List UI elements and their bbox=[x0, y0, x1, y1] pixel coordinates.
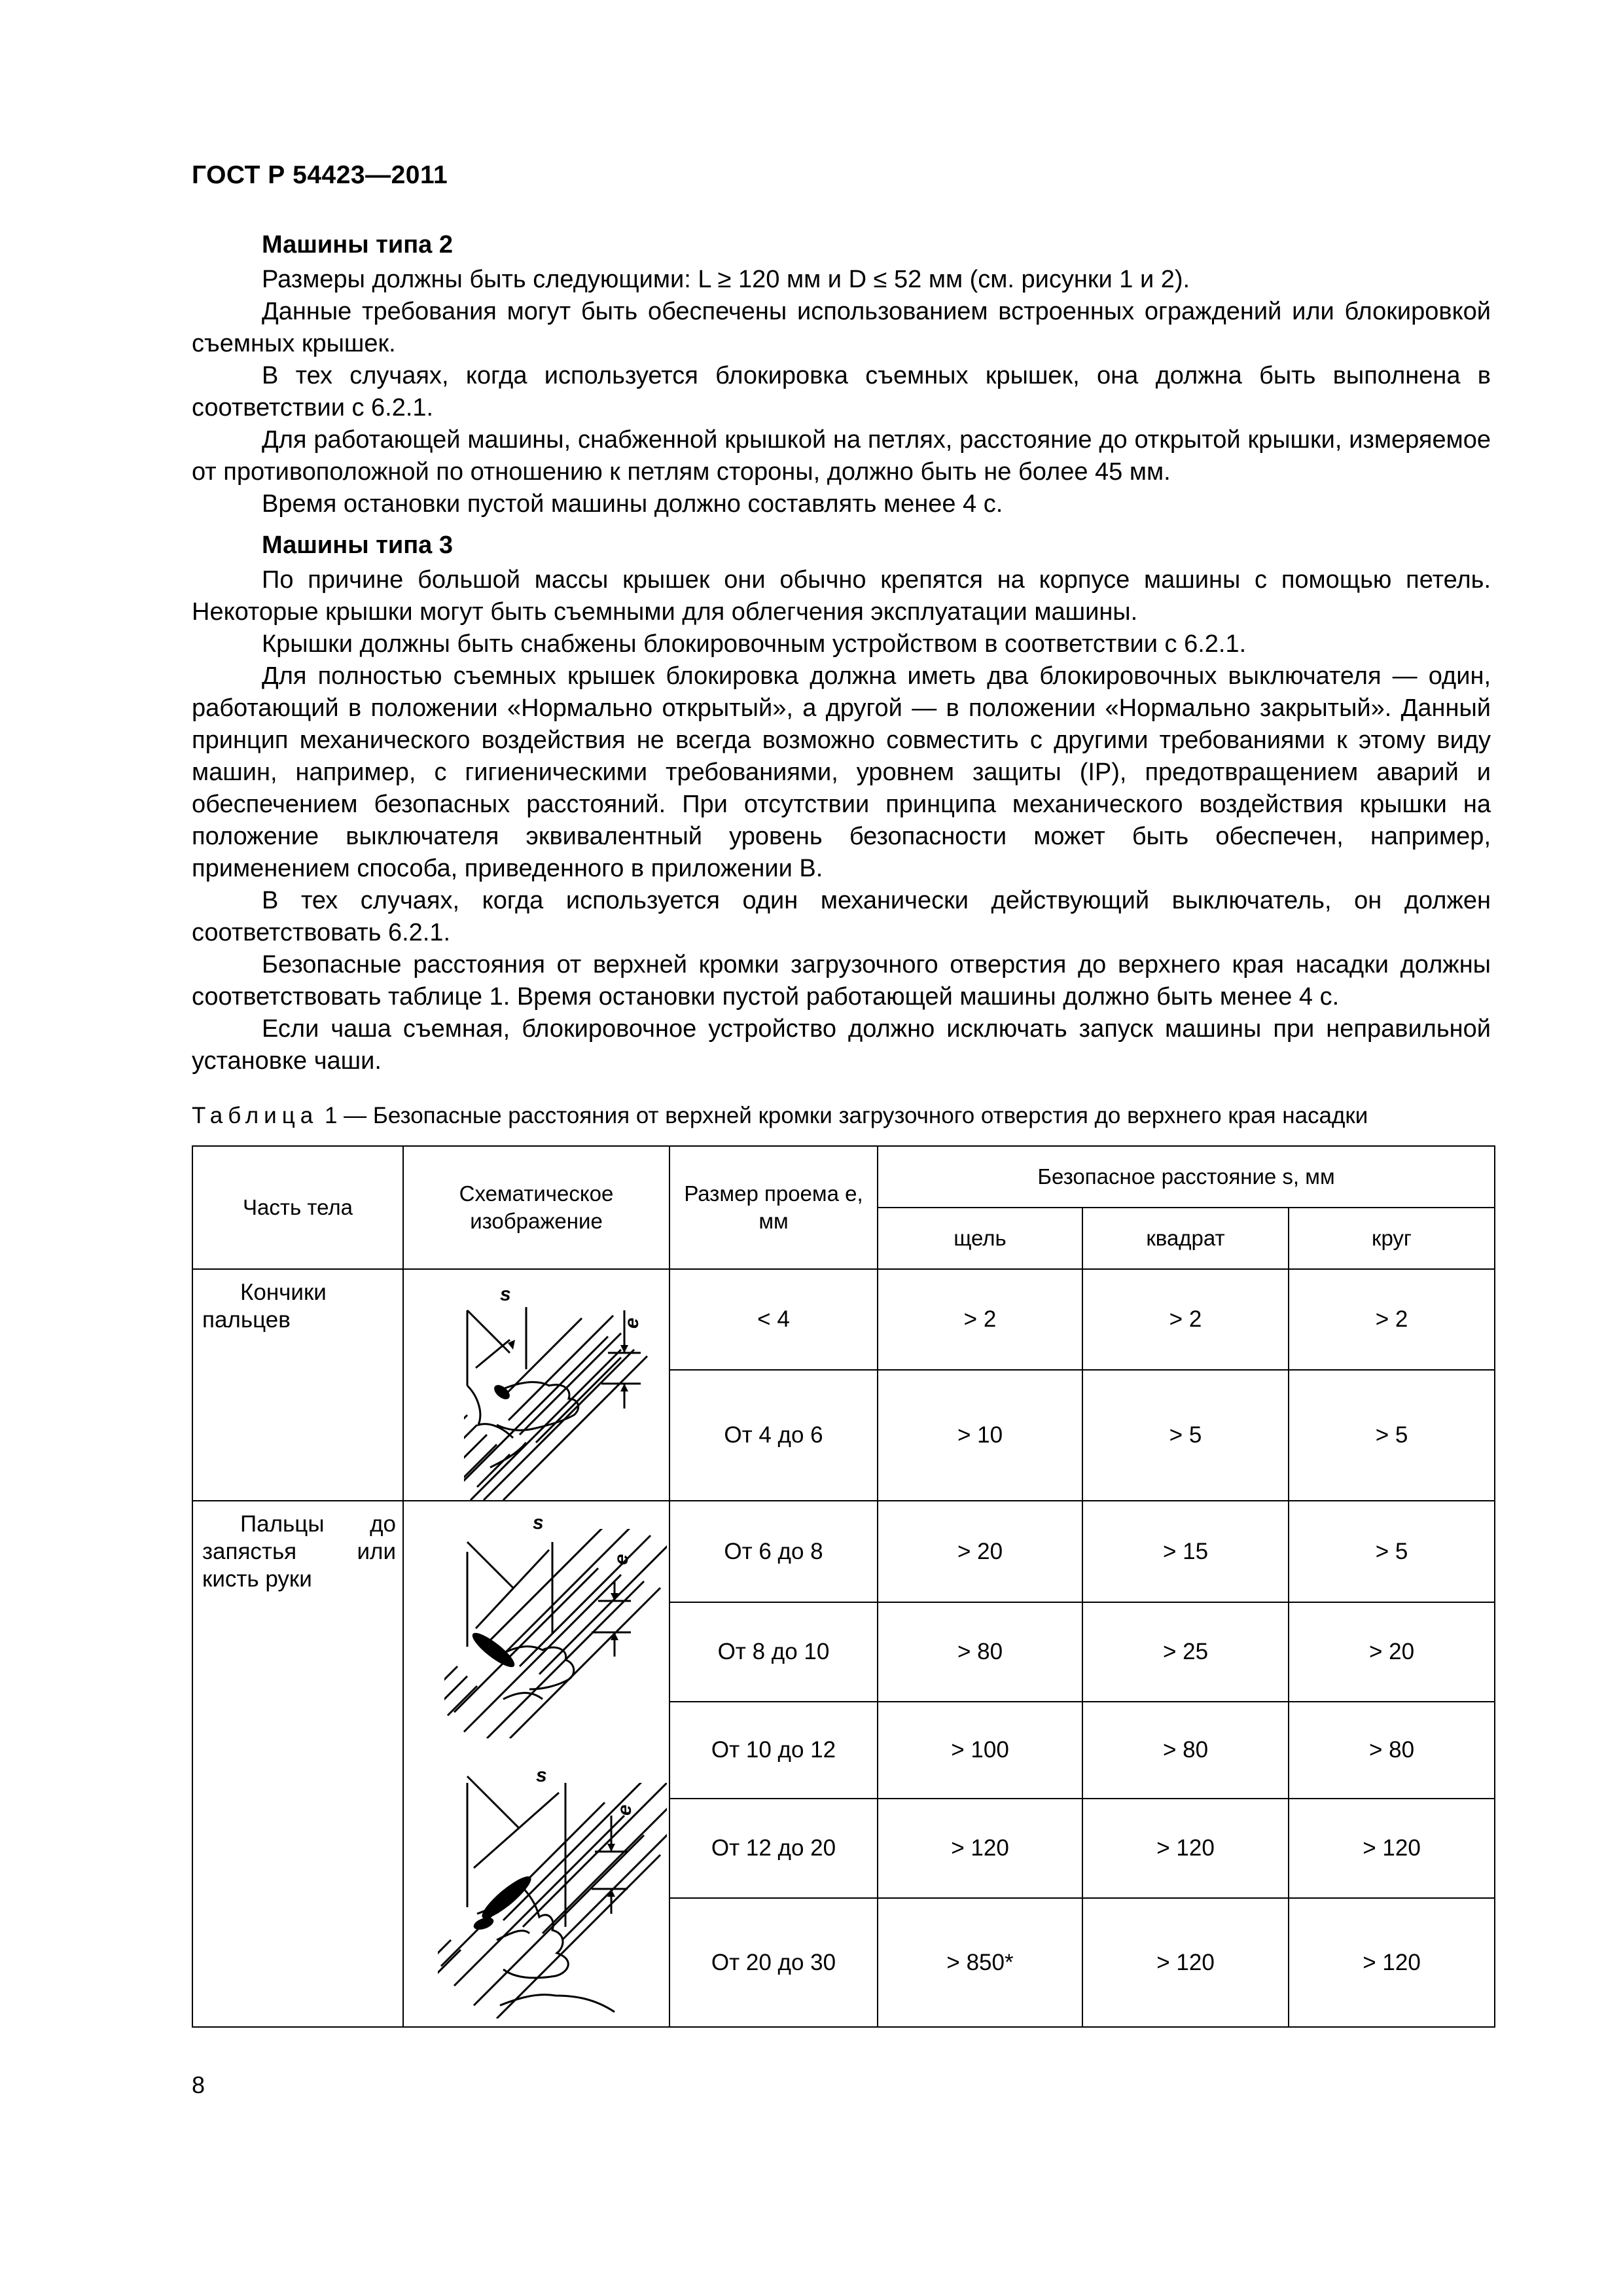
paragraph: В тех случаях, когда используется блокировка съемных крышек, она должна быть выполнена в соответствии с 6.2.1. bbox=[192, 362, 1491, 422]
circle-distance: > 80 bbox=[1289, 1702, 1495, 1799]
slot-distance: > 80 bbox=[878, 1602, 1082, 1702]
opening-size: От 8 до 10 bbox=[669, 1602, 878, 1702]
table-row bbox=[192, 1269, 1495, 1370]
table-caption-number: 1 bbox=[324, 1103, 338, 1128]
square-distance: > 80 bbox=[1082, 1702, 1289, 1799]
paragraph: Размеры должны быть следующими: L ≥ 120 мм и D ≤ 52 мм (см. рисунки 1 и 2). bbox=[262, 266, 1190, 293]
finger-sketch bbox=[405, 1503, 669, 1738]
section-heading-type3: Машины типа 3 bbox=[262, 531, 453, 559]
body-part-cell bbox=[192, 1501, 403, 2027]
circle-distance: > 2 bbox=[1289, 1269, 1495, 1370]
opening-size: < 4 bbox=[669, 1269, 878, 1370]
slot-distance: > 2 bbox=[878, 1269, 1082, 1370]
body-part-cell bbox=[192, 1269, 403, 1501]
fig2-label-e: e bbox=[611, 1554, 632, 1565]
table-caption-text: — Безопасные расстояния от верхней кромки загрузочного отверстия до верхнего края насадки bbox=[344, 1103, 1368, 1128]
square-distance: > 2 bbox=[1082, 1269, 1289, 1370]
header-body-part: Часть тела bbox=[192, 1146, 403, 1269]
header-circle: круг bbox=[1289, 1208, 1495, 1269]
opening-size: От 6 до 8 bbox=[669, 1501, 878, 1602]
paragraph: Если чаша съемная, блокировочное устройство должно исключать запуск машины при неправильной установке чаши. bbox=[192, 1015, 1491, 1075]
opening-size: От 10 до 12 bbox=[669, 1702, 878, 1799]
header-schematic: Схематическое изображение bbox=[403, 1146, 669, 1269]
header-square: квадрат bbox=[1082, 1208, 1289, 1269]
body-part-fingertips: Кончики пальцев bbox=[202, 1280, 327, 1333]
body-text bbox=[192, 229, 1491, 1077]
circle-distance: > 5 bbox=[1289, 1501, 1495, 1602]
opening-size: От 20 до 30 bbox=[669, 1898, 878, 2027]
paragraph: Время остановки пустой машины должно составлять менее 4 с. bbox=[262, 490, 1003, 518]
body-part-hand: Пальцы до запястья или кисть руки bbox=[202, 1511, 396, 1592]
square-distance: > 120 bbox=[1082, 1799, 1289, 1898]
opening-size: От 12 до 20 bbox=[669, 1799, 878, 1898]
table-caption bbox=[192, 1103, 1368, 1129]
slot-distance: > 850* bbox=[878, 1898, 1082, 2027]
schematic-cell bbox=[403, 1501, 669, 2027]
square-distance: > 15 bbox=[1082, 1501, 1289, 1602]
paragraph: Крышки должны быть снабжены блокировочным устройством в соответствии с 6.2.1. bbox=[262, 630, 1247, 658]
slot-distance: > 120 bbox=[878, 1799, 1082, 1898]
paragraph: По причине большой массы крышек они обычно крепятся на корпусе машины с помощью петель. Некоторые крышки могут быть съемными для облегчения эксплуатации машины. bbox=[192, 566, 1491, 626]
header-opening-size: Размер проема е, мм bbox=[669, 1146, 878, 1269]
slot-distance: > 100 bbox=[878, 1702, 1082, 1799]
header-slot: щель bbox=[878, 1208, 1082, 1269]
section-heading-type2: Машины типа 2 bbox=[262, 231, 453, 259]
safety-distance-table bbox=[192, 1145, 1495, 2028]
fig2-label-s: s bbox=[533, 1512, 544, 1534]
square-distance: > 120 bbox=[1082, 1898, 1289, 2027]
hand-sketch bbox=[405, 1744, 669, 2018]
circle-distance: > 5 bbox=[1289, 1370, 1495, 1501]
slot-distance: > 10 bbox=[878, 1370, 1082, 1501]
circle-distance: > 120 bbox=[1289, 1898, 1495, 2027]
table-row bbox=[192, 1501, 1495, 1602]
table-caption-label: Таблица bbox=[192, 1103, 319, 1128]
square-distance: > 25 bbox=[1082, 1602, 1289, 1702]
paragraph: Данные требования могут быть обеспечены использованием встроенных ограждений или блокировкой съемных крышек. bbox=[192, 298, 1491, 357]
paragraph: Для работающей машины, снабженной крышкой на петлях, расстояние до открытой крышки, измеряемое от противоположной по отношению к петлям стороны, должно быть не более 45 мм. bbox=[192, 426, 1491, 486]
circle-distance: > 20 bbox=[1289, 1602, 1495, 1702]
fig1-label-s: s bbox=[500, 1283, 511, 1305]
circle-distance: > 120 bbox=[1289, 1799, 1495, 1898]
opening-size: От 4 до 6 bbox=[669, 1370, 878, 1501]
schematic-cell bbox=[403, 1269, 669, 1501]
fingertip-sketch bbox=[405, 1271, 669, 1500]
square-distance: > 5 bbox=[1082, 1370, 1289, 1501]
page-number: 8 bbox=[192, 2072, 205, 2098]
fig3-label-s: s bbox=[536, 1765, 547, 1786]
header-safe-distance: Безопасное расстояние s, мм bbox=[878, 1146, 1495, 1208]
standard-code: ГОСТ Р 54423—2011 bbox=[192, 161, 448, 189]
fig3-label-e: e bbox=[614, 1804, 635, 1816]
fig1-label-e: e bbox=[621, 1318, 643, 1329]
paragraph: Безопасные расстояния от верхней кромки загрузочного отверстия до верхнего края насадки должны соответствовать таблице 1. Время остановки пустой работающей машины должно быть менее 4 с. bbox=[192, 951, 1491, 1011]
slot-distance: > 20 bbox=[878, 1501, 1082, 1602]
paragraph: Для полностью съемных крышек блокировка должна иметь два блокировочных выключателя — один, работающий в положении «Нормально открытый», а другой — в положении «Нормально закрытый». Данный принцип механического воздействия не всегда возможно совместить с другими требованиями к этому виду машин, например, с гигиеническими требованиями, уровнем защиты (IP), предотвращением аварий и обеспечением безопасных расстояний. При отсутствии принципа механического воздействия крышки на положение выключателя эквивалентный уровень безопасности может быть обеспечен, например, применением способа, приведенного в приложении В. bbox=[192, 662, 1491, 882]
paragraph: В тех случаях, когда используется один механически действующий выключатель, он должен соответствовать 6.2.1. bbox=[192, 887, 1491, 946]
